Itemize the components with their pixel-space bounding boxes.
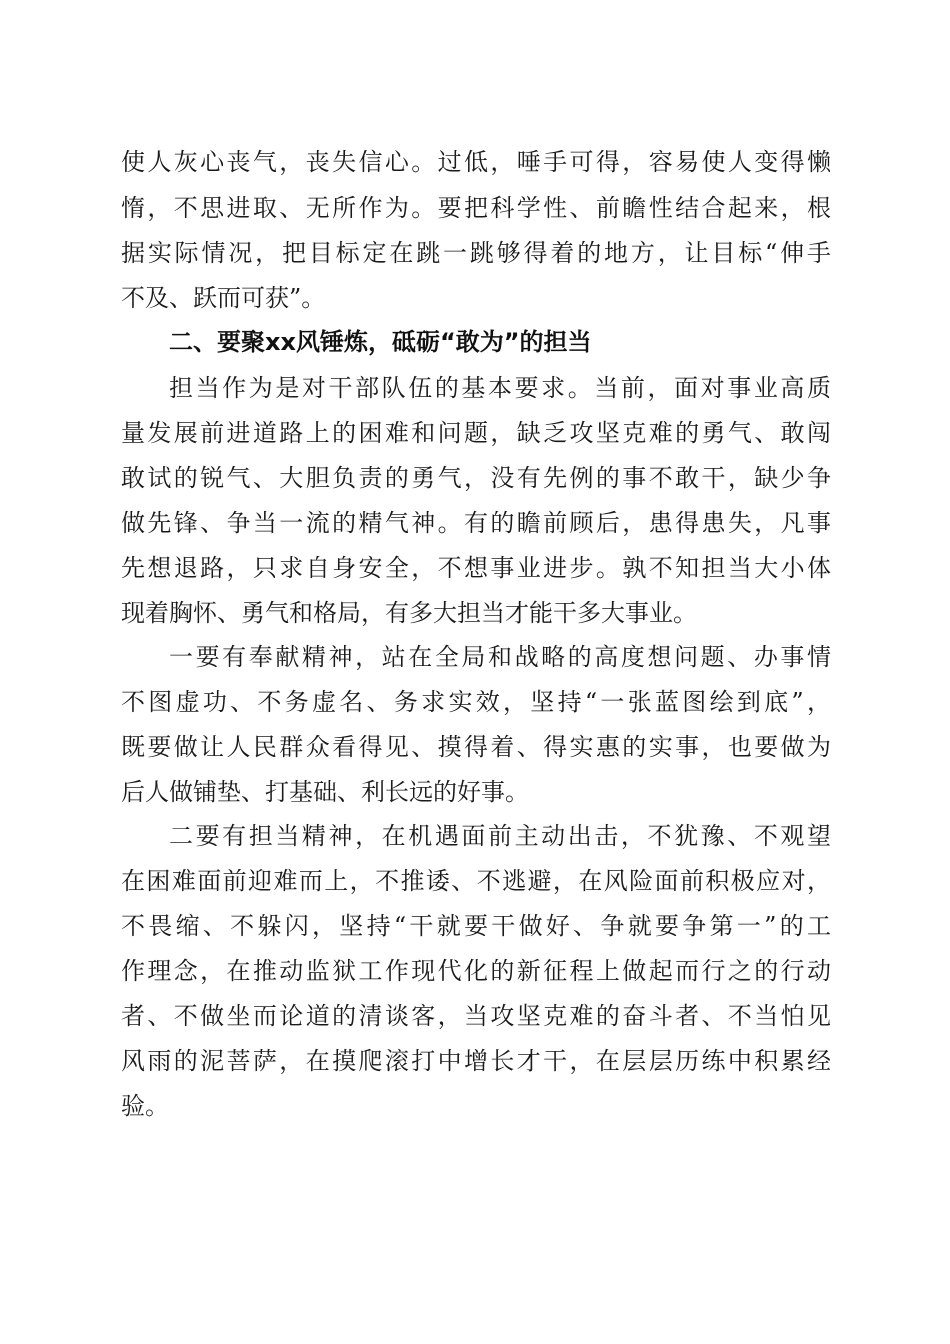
paragraph-1-line-4: 做先锋、争当一流的精气神。有的瞻前顾后，患得患失，凡事 — [121, 509, 831, 537]
intro-line-2: 惰，不思进取、无所作为。要把科学性、前瞻性结合起来，根 — [121, 194, 831, 222]
paragraph-3-line-4: 作理念，在推动监狱工作现代化的新征程上做起而行之的行动 — [121, 957, 831, 985]
paragraph-2-line-4: 后人做铺垫、打基础、利长远的好事。 — [121, 778, 529, 806]
paragraph-3-line-2: 在困难面前迎难而上，不推诿、不逃避，在风险面前积极应对， — [121, 867, 831, 895]
paragraph-1-line-3: 敢试的锐气、大胆负责的勇气，没有先例的事不敢干，缺少争 — [121, 464, 831, 492]
intro-line-3: 据实际情况，把目标定在跳一跳够得着的地方，让目标“伸手 — [121, 239, 831, 267]
intro-line-1: 使人灰心丧气，丧失信心。过低，唾手可得，容易使人变得懒 — [121, 148, 831, 176]
paragraph-3-line-6: 风雨的泥菩萨，在摸爬滚打中增长才干，在层层历练中积累经 — [121, 1047, 831, 1075]
paragraph-2-line-1: 一要有奉献精神，站在全局和战略的高度想问题、办事情 — [169, 643, 831, 671]
paragraph-3-line-1: 二要有担当精神，在机遇面前主动出击，不犹豫、不观望 — [169, 822, 831, 850]
paragraph-1-line-2: 量发展前进道路上的困难和问题，缺乏攻坚克难的勇气、敢闯 — [121, 419, 831, 447]
paragraph-1-line-5: 先想退路，只求自身安全，不想事业进步。孰不知担当大小体 — [121, 554, 831, 582]
paragraph-2-line-3: 既要做让人民群众看得见、摸得着、得实惠的实事，也要做为 — [121, 733, 831, 761]
section-heading: 二、要聚xx风锤炼，砥砺“敢为”的担当 — [169, 328, 592, 356]
paragraph-1-line-6: 现着胸怀、勇气和格局，有多大担当才能干多大事业。 — [121, 599, 697, 627]
paragraph-1-line-1: 担当作为是对干部队伍的基本要求。当前，面对事业高质 — [169, 374, 831, 402]
intro-line-4: 不及、跃而可获”。 — [121, 284, 326, 312]
paragraph-3-line-3: 不畏缩、不躲闪，坚持“干就要干做好、争就要争第一”的工 — [121, 912, 831, 940]
paragraph-3-line-7: 验。 — [121, 1092, 169, 1120]
paragraph-3-line-5: 者、不做坐而论道的清谈客，当攻坚克难的奋斗者、不当怕见 — [121, 1002, 831, 1030]
paragraph-2-line-2: 不图虚功、不务虚名、务求实效，坚持“一张蓝图绘到底”， — [121, 688, 831, 716]
